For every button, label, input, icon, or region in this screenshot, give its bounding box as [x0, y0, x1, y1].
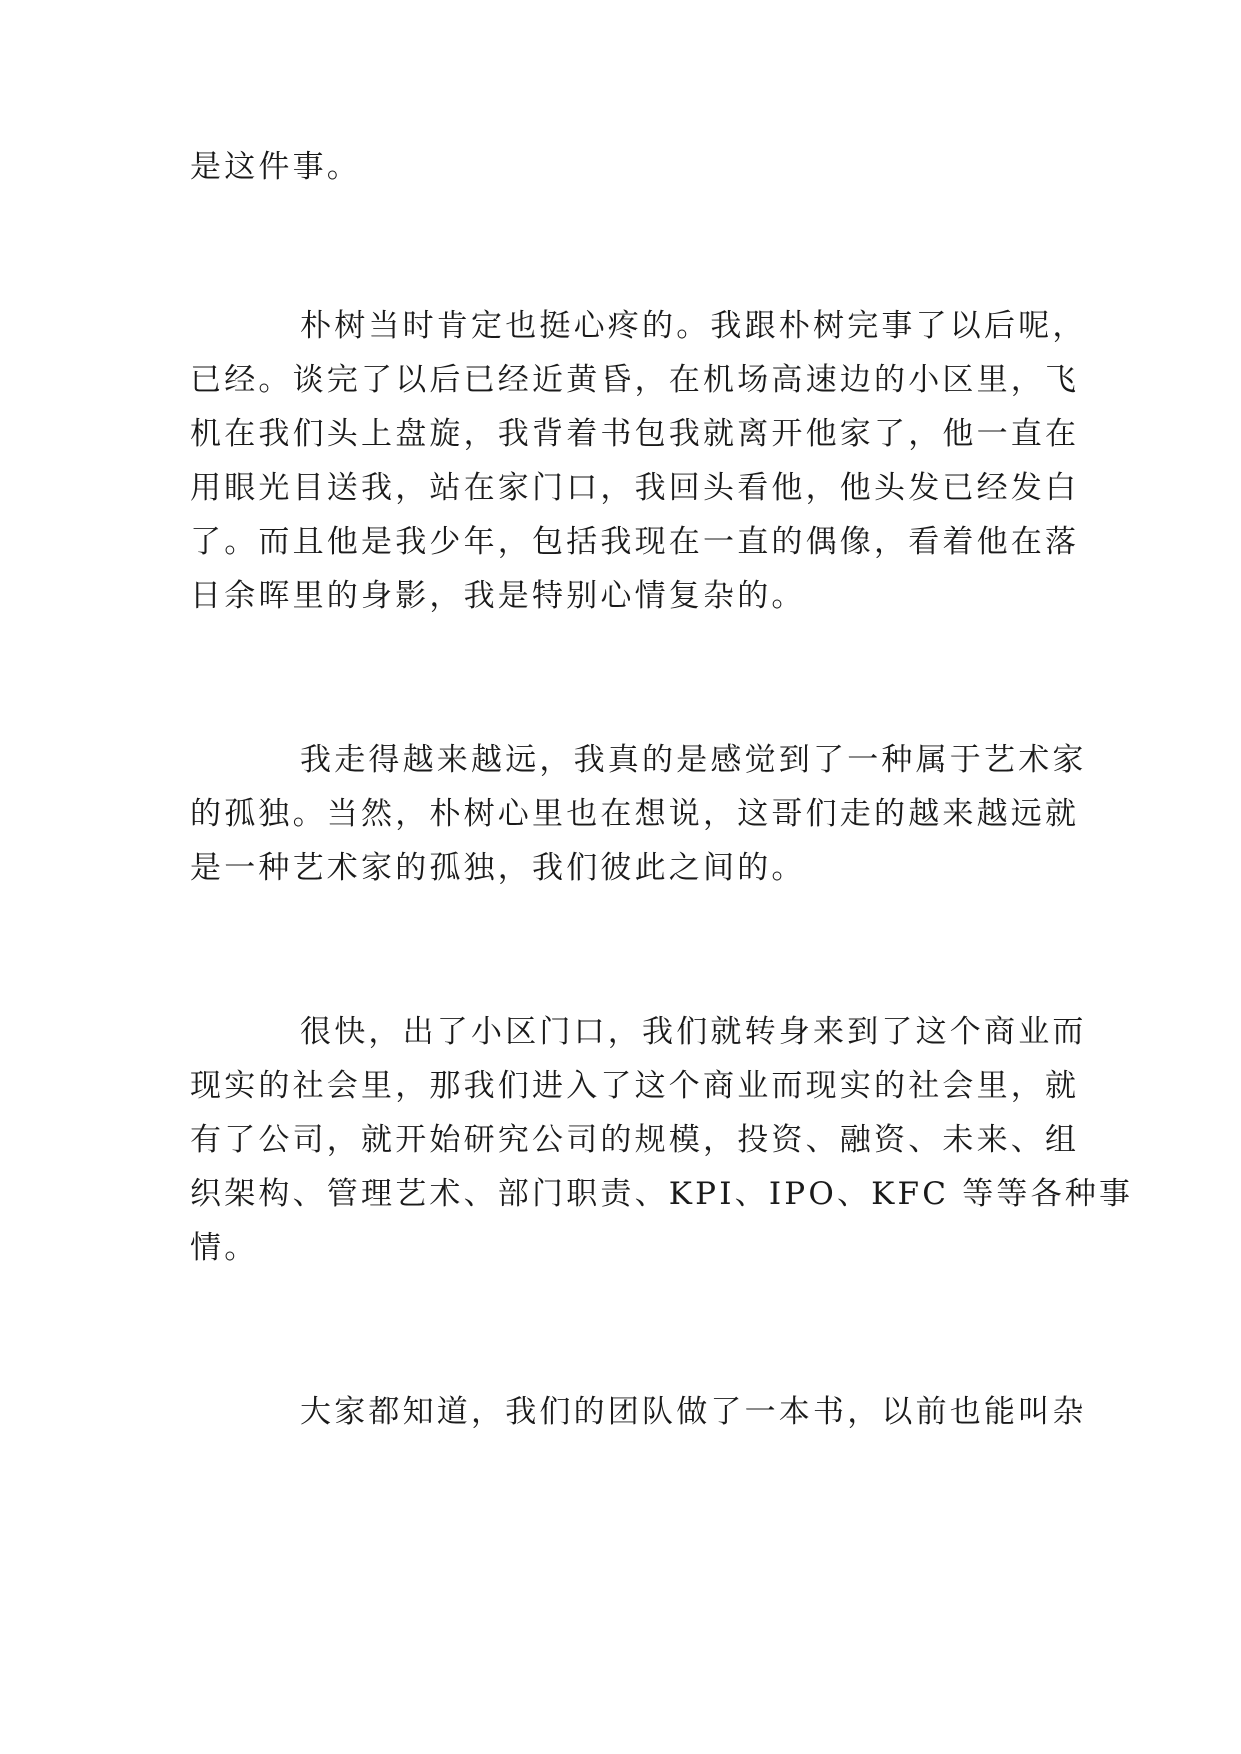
paragraph-0-line-0: 是这件事。	[190, 149, 361, 185]
paragraph-1-line-2: 机在我们头上盘旋，我背着书包我就离开他家了，他一直在	[190, 416, 1080, 452]
paragraph-1-line-1: 已经。谈完了以后已经近黄昏，在机场高速边的小区里，飞	[190, 362, 1080, 398]
paragraph-3-line-2: 有了公司，就开始研究公司的规模，投资、融资、未来、组	[190, 1122, 1080, 1158]
paragraph-3-line-1: 现实的社会里，那我们进入了这个商业而现实的社会里，就	[190, 1068, 1080, 1104]
paragraph-3-line-0: 很快，出了小区门口，我们就转身来到了这个商业而	[300, 1014, 1087, 1050]
paragraph-1-line-4: 了。而且他是我少年，包括我现在一直的偶像，看着他在落	[190, 524, 1080, 560]
paragraph-2-line-0: 我走得越来越远，我真的是感觉到了一种属于艺术家	[300, 742, 1087, 778]
paragraph-4-line-0: 大家都知道，我们的团队做了一本书，以前也能叫杂	[300, 1394, 1087, 1430]
paragraph-3-line-3: 织架构、管理艺术、部门职责、KPI、IPO、KFC 等等各种事	[190, 1176, 1134, 1212]
paragraph-1-line-0: 朴树当时肯定也挺心疼的。我跟朴树完事了以后呢，	[300, 308, 1087, 344]
paragraph-2-line-1: 的孤独。当然，朴树心里也在想说，这哥们走的越来越远就	[190, 796, 1080, 832]
paragraph-3-line-4: 情。	[190, 1230, 259, 1266]
paragraph-2-line-2: 是一种艺术家的孤独，我们彼此之间的。	[190, 850, 806, 886]
paragraph-1-line-5: 日余晖里的身影，我是特别心情复杂的。	[190, 578, 806, 614]
paragraph-1-line-3: 用眼光目送我，站在家门口，我回头看他，他头发已经发白	[190, 470, 1080, 506]
